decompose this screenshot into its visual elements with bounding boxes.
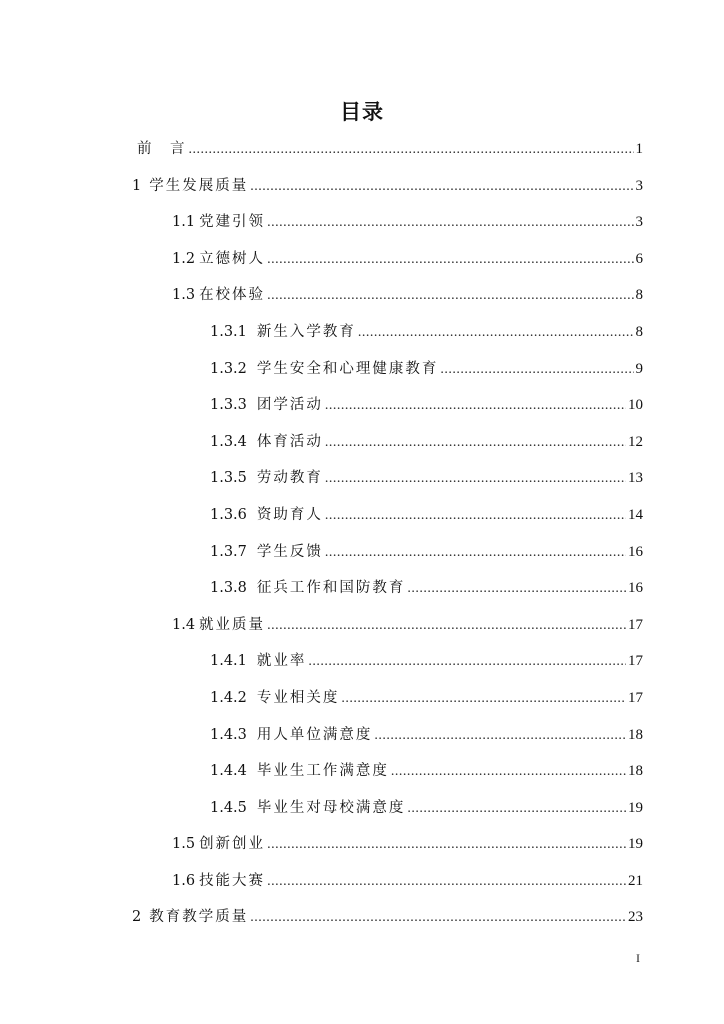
toc-entry[interactable] — [172, 281, 643, 318]
toc-entry-label — [172, 830, 265, 858]
toc-entry-page: 16 — [628, 580, 643, 597]
toc-entry-page: 10 — [628, 397, 643, 414]
toc-entry-text: 毕业生工作满意度 — [256, 763, 389, 780]
toc-entry-label — [132, 903, 248, 931]
toc-dot-leader — [267, 831, 626, 859]
toc-entry-number: 1.3.8 — [210, 580, 247, 597]
page-number-footer: I — [636, 951, 640, 965]
toc-entry-label — [210, 794, 405, 822]
toc-dot-leader — [407, 575, 626, 603]
toc-dot-leader — [341, 685, 626, 713]
toc-entry-number: 1.4.2 — [210, 689, 247, 706]
toc-entry[interactable] — [210, 574, 643, 611]
toc-entry-text: 用人单位满意度 — [256, 726, 373, 743]
toc-entry-text: 党建引领 — [199, 214, 266, 231]
toc-entry-label — [210, 318, 356, 346]
toc-entry-page: 8 — [635, 323, 643, 340]
toc-entry-number: 1.5 — [172, 836, 196, 853]
toc-entry-number: 1.4.3 — [210, 726, 247, 743]
toc-entry-text: 就业率 — [256, 653, 307, 670]
toc-entry-label — [210, 721, 372, 749]
toc-entry-page: 17 — [628, 689, 643, 706]
toc-entry-page: 1 — [635, 141, 643, 157]
toc-entry[interactable] — [210, 538, 643, 575]
toc-entry[interactable] — [172, 867, 643, 904]
toc-entry-number: 1.1 — [172, 214, 196, 231]
toc-title: 目录 — [340, 99, 384, 124]
toc-entry-label — [210, 428, 323, 456]
toc-dot-leader — [308, 648, 626, 676]
toc-entry-page: 3 — [635, 214, 643, 231]
toc-dot-leader — [325, 465, 626, 493]
toc-entry[interactable] — [172, 830, 643, 867]
toc-entry-page: 14 — [628, 506, 643, 523]
toc-entry-text: 新生入学教育 — [256, 323, 356, 340]
toc-entry-number: 1.4.1 — [210, 653, 247, 670]
toc-entry-text: 学生安全和心理健康教育 — [256, 360, 439, 377]
toc-entry-text: 前 言 — [137, 141, 187, 157]
toc-entry[interactable] — [172, 208, 643, 245]
toc-entry-label — [172, 245, 265, 273]
toc-entry-label — [172, 867, 265, 895]
toc-entry-number: 1.3.7 — [210, 543, 247, 560]
toc-entry-text: 资助育人 — [256, 506, 323, 523]
toc-dot-leader — [267, 282, 633, 310]
toc-entry[interactable] — [210, 464, 643, 501]
toc-entry-text: 征兵工作和国防教育 — [256, 580, 406, 597]
toc-entry-number: 1.3.6 — [210, 506, 247, 523]
toc-dot-leader — [407, 795, 626, 823]
toc-entry-number: 1.3.2 — [210, 360, 247, 377]
toc-entry[interactable] — [210, 391, 643, 428]
toc-dot-leader — [267, 868, 626, 896]
toc-entry-label — [172, 611, 265, 639]
toc-entry-label — [210, 684, 339, 712]
toc-entry[interactable] — [210, 428, 643, 465]
toc-dot-leader — [391, 758, 626, 786]
toc-entry-text: 学生发展质量 — [149, 177, 249, 194]
toc-entry-text: 创新创业 — [199, 836, 266, 853]
toc-entry-label — [210, 538, 323, 566]
toc-dot-leader — [189, 136, 634, 164]
toc-entry-page: 16 — [628, 543, 643, 560]
toc-entry[interactable] — [172, 245, 643, 282]
toc-entry-text: 体育活动 — [256, 433, 323, 450]
toc-entry-number: 1.3.1 — [210, 323, 247, 340]
toc-entry-label — [132, 172, 248, 200]
toc-entry-page: 19 — [628, 836, 643, 853]
toc-entry-number: 1.4.4 — [210, 763, 247, 780]
toc-entry[interactable] — [210, 647, 643, 684]
toc-entry-text: 技能大赛 — [199, 872, 266, 889]
toc-dot-leader — [358, 319, 634, 347]
toc-entry-page: 23 — [628, 909, 643, 926]
toc-entry[interactable] — [172, 611, 643, 648]
toc-entry-number: 1.3.3 — [210, 397, 247, 414]
toc-entry-number: 1.3.5 — [210, 470, 247, 487]
toc-entry-label — [210, 647, 306, 675]
toc-dot-leader — [325, 392, 626, 420]
toc-entry-text: 劳动教育 — [256, 470, 323, 487]
toc-entry-page: 8 — [635, 287, 643, 304]
toc-entry-label — [210, 757, 389, 785]
toc-entry-page: 17 — [628, 653, 643, 670]
toc-dot-leader — [440, 356, 633, 384]
toc-entry-number: 1.4 — [172, 616, 196, 633]
toc-entry-label — [172, 281, 265, 309]
toc-dot-leader — [250, 904, 626, 932]
toc-entry-page: 19 — [628, 799, 643, 816]
toc-dot-leader — [250, 173, 633, 201]
toc-entry[interactable] — [132, 172, 643, 209]
toc-entry[interactable] — [210, 794, 643, 831]
toc-entry-number: 1.6 — [172, 872, 196, 889]
toc-entry[interactable] — [210, 684, 643, 721]
toc-entry-label — [172, 208, 265, 236]
toc-entry[interactable] — [210, 318, 643, 355]
toc-entry-number: 1 — [132, 177, 142, 194]
toc-entry-number: 1.3 — [172, 287, 196, 304]
toc-entry-label — [210, 574, 405, 602]
toc-entry-page: 12 — [628, 433, 643, 450]
toc-entry-page: 18 — [628, 763, 643, 780]
toc-entry-label — [137, 135, 187, 163]
toc-entry[interactable] — [210, 355, 643, 392]
toc-entry[interactable] — [210, 501, 643, 538]
table-of-contents — [0, 135, 724, 940]
toc-entry-number: 1.3.4 — [210, 433, 247, 450]
toc-entry[interactable] — [210, 721, 643, 758]
toc-entry-number: 1.2 — [172, 250, 196, 267]
toc-dot-leader — [267, 246, 633, 274]
toc-entry-page: 13 — [628, 470, 643, 487]
toc-entry[interactable] — [137, 135, 643, 172]
toc-entry-page: 21 — [628, 872, 643, 889]
toc-dot-leader — [325, 502, 626, 530]
toc-dot-leader — [267, 209, 633, 237]
toc-entry-label — [210, 391, 323, 419]
toc-entry-page: 6 — [635, 250, 643, 267]
toc-entry-text: 毕业生对母校满意度 — [256, 799, 406, 816]
toc-entry-text: 团学活动 — [256, 397, 323, 414]
toc-entry-text: 教育教学质量 — [149, 909, 249, 926]
toc-entry-label — [210, 355, 438, 383]
toc-entry-text: 就业质量 — [199, 616, 266, 633]
toc-entry-number: 1.4.5 — [210, 799, 247, 816]
toc-entry-page: 9 — [635, 360, 643, 377]
toc-dot-leader — [325, 539, 626, 567]
toc-dot-leader — [267, 612, 626, 640]
toc-entry-label — [210, 464, 323, 492]
toc-entry-page: 17 — [628, 616, 643, 633]
toc-entry[interactable] — [210, 757, 643, 794]
toc-entry-text: 在校体验 — [199, 287, 266, 304]
toc-entry-number: 2 — [132, 909, 142, 926]
toc-entry[interactable] — [132, 903, 643, 940]
toc-entry-text: 专业相关度 — [256, 689, 340, 706]
toc-entry-text: 学生反馈 — [256, 543, 323, 560]
toc-entry-page: 18 — [628, 726, 643, 743]
toc-entry-label — [210, 501, 323, 529]
toc-entry-text: 立德树人 — [199, 250, 266, 267]
toc-entry-page: 3 — [635, 177, 643, 194]
toc-dot-leader — [325, 429, 626, 457]
toc-dot-leader — [374, 722, 626, 750]
